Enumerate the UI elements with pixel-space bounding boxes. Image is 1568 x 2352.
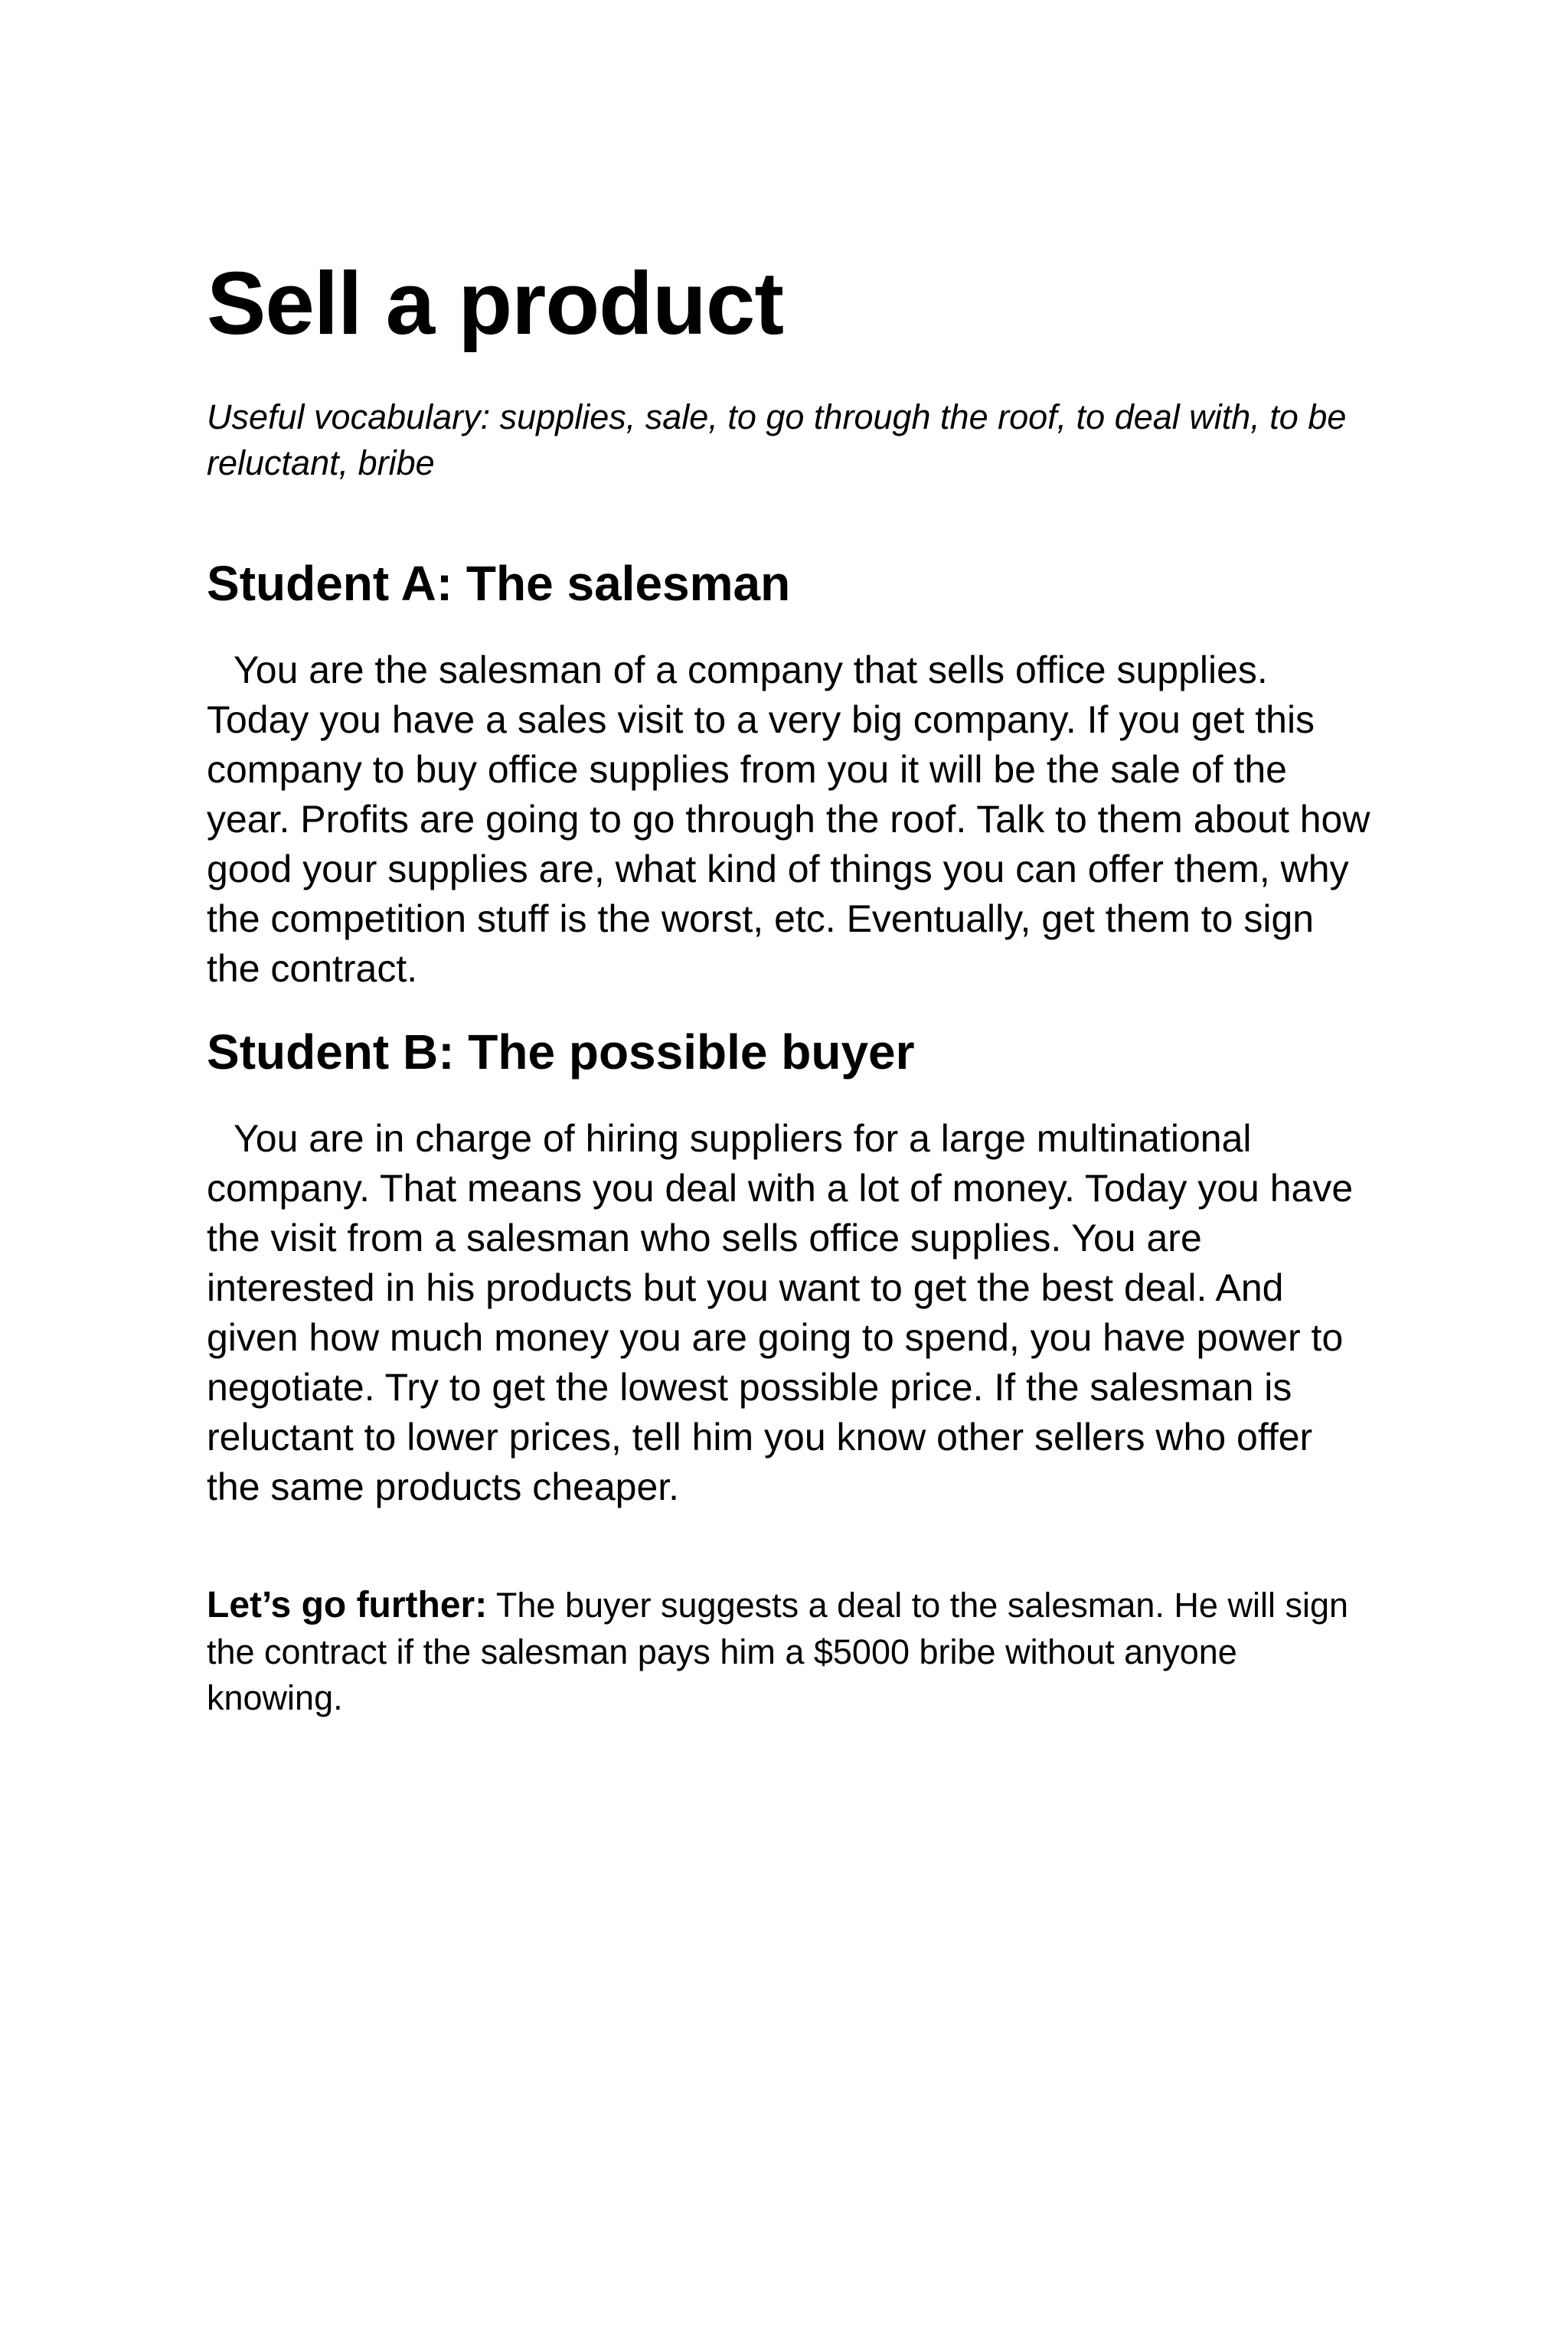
further-note	[207, 1581, 1370, 1720]
student-a-role: The salesman	[452, 556, 791, 612]
student-b-role: The possible buyer	[454, 1024, 915, 1080]
student-b-heading	[207, 1023, 1370, 1082]
vocabulary-note: Useful vocabulary: supplies, sale, to go through the roof, to deal with, to be reluctant, bribe	[207, 397, 1347, 482]
page-title: Sell a product	[207, 253, 784, 353]
further-label: Let’s go further:	[207, 1584, 488, 1625]
student-b-label: Student B:	[207, 1024, 455, 1080]
further-text: The buyer suggests a deal to the salesman. He will sign the contract if the salesman pays him a $5000 bribe without anyone knowing.	[207, 1585, 1348, 1717]
student-a-label: Student A:	[207, 556, 453, 612]
student-a-text: You are the salesman of a company that sells office supplies. Today you have a sales visit to a very big company. If you get this company to buy office supplies from you it will be the sale of the year. Profits are going to go through the roof. Talk to them about how good your supplies are, what kind of things you can offer them, why the competition stuff is the worst, etc. Eventually, get them to sign the contract.	[207, 648, 1370, 990]
worksheet-page	[207, 253, 1370, 1720]
student-b-text: You are in charge of hiring suppliers for a large multinational company. That means you deal with a lot of money. Today you have the visit from a salesman who sells office supplies. You are interested in his products but you want to get the best deal. And given how much money you are going to spend, you have power to negotiate. Try to get the lowest possible price. If the salesman is reluctant to lower prices, tell him you know other sellers who offer the same products cheaper.	[207, 1116, 1354, 1508]
student-a-heading	[207, 554, 1370, 613]
